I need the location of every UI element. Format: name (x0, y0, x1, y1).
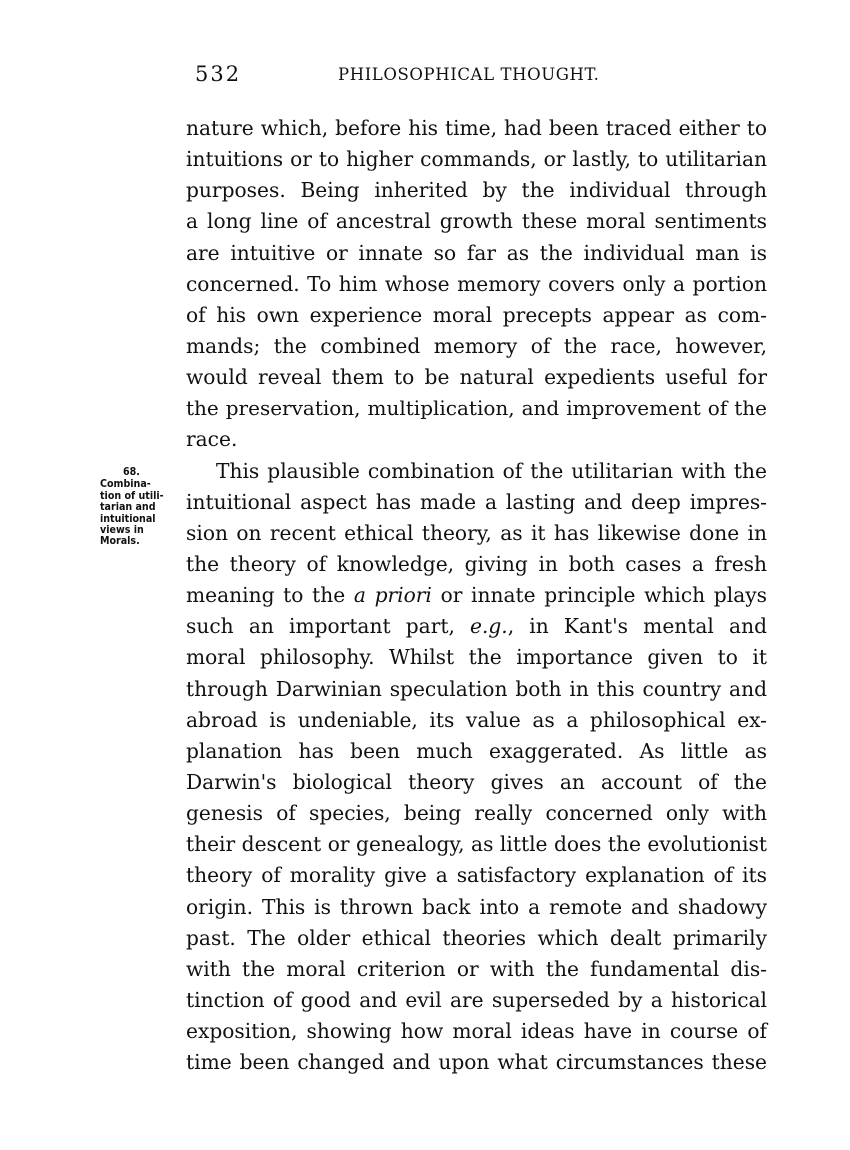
text-line: mands; the combined memory of the race, however, (186, 333, 767, 358)
italic-phrase: a priori (353, 583, 432, 608)
running-title: PHILOSOPHICAL THOUGHT. (338, 65, 600, 84)
text-line: the theory of knowledge, giving in both cases a fresh (186, 551, 767, 576)
paragraph-end-line: race. (186, 427, 238, 452)
text-line: intuitional aspect has made a lasting and deep impres- (186, 489, 767, 514)
text-line: are intuitive or innate so far as the individual man is (186, 240, 767, 265)
text-fragment: or innate principle which plays (431, 583, 767, 608)
text-line-with-italic (186, 611, 767, 642)
text-line: concerned. To him whose memory covers only a portion (186, 271, 767, 296)
margin-note-line: Morals. (100, 535, 140, 548)
text-line: through Darwinian speculation both in this country and (186, 676, 767, 701)
page-header (0, 62, 850, 92)
text-line: moral philosophy. Whilst the importance given to it (186, 645, 767, 670)
margin-note (100, 467, 182, 548)
text-line: abroad is undeniable, its value as a philosophical ex- (186, 707, 767, 732)
text-line: time been changed and upon what circumstances these (186, 1050, 767, 1075)
text-line-with-italic (186, 580, 767, 611)
margin-note-line: tion of utili- (100, 489, 164, 502)
text-line: of his own experience moral precepts appear as com- (186, 302, 767, 327)
text-fragment: such an important part, (186, 614, 471, 639)
margin-note-line: views in (100, 524, 144, 537)
margin-note-line: Combina- (100, 478, 151, 491)
text-line: tinction of good and evil are superseded by a historical (186, 987, 767, 1012)
text-line: their descent or genealogy, as little does the evolutionist (186, 832, 767, 857)
body-text (186, 113, 767, 1078)
text-line: nature which, before his time, had been traced either to (186, 116, 767, 140)
text-line: planation has been much exaggerated. As little as (186, 738, 767, 763)
margin-note-line: tarian and (100, 501, 156, 514)
text-line: intuitions or to higher commands, or lastly, to utilitarian (186, 147, 767, 172)
text-fragment: meaning to the (186, 583, 354, 608)
text-line: with the moral criterion or with the fundamental dis- (186, 956, 767, 981)
text-line: a long line of ancestral growth these moral sentiments (186, 209, 767, 234)
paragraph-start-line: This plausible combination of the utilitarian with the (216, 458, 767, 483)
text-line: origin. This is thrown back into a remote and shadowy (186, 894, 767, 919)
text-line: sion on recent ethical theory, as it has likewise done in (186, 520, 767, 545)
text-line: would reveal them to be natural expedients useful for (186, 365, 767, 390)
margin-note-number: 68. (123, 466, 140, 478)
text-fragment: , in Kant's mental and (507, 614, 767, 639)
text-line: the preservation, multiplication, and improvement of the (186, 396, 767, 421)
margin-note-line: intuitional (100, 512, 156, 525)
text-line: Darwin's biological theory gives an account of the (186, 769, 767, 794)
italic-abbreviation: e.g. (470, 614, 508, 639)
text-line: past. The older ethical theories which dealt primarily (186, 925, 767, 950)
text-line: theory of morality give a satisfactory explanation of its (186, 863, 767, 888)
text-line: genesis of species, being really concerned only with (186, 801, 767, 826)
text-line: purposes. Being inherited by the individual through (186, 178, 767, 203)
page-number: 532 (195, 62, 242, 86)
text-line: exposition, showing how moral ideas have in course of (186, 1019, 767, 1044)
